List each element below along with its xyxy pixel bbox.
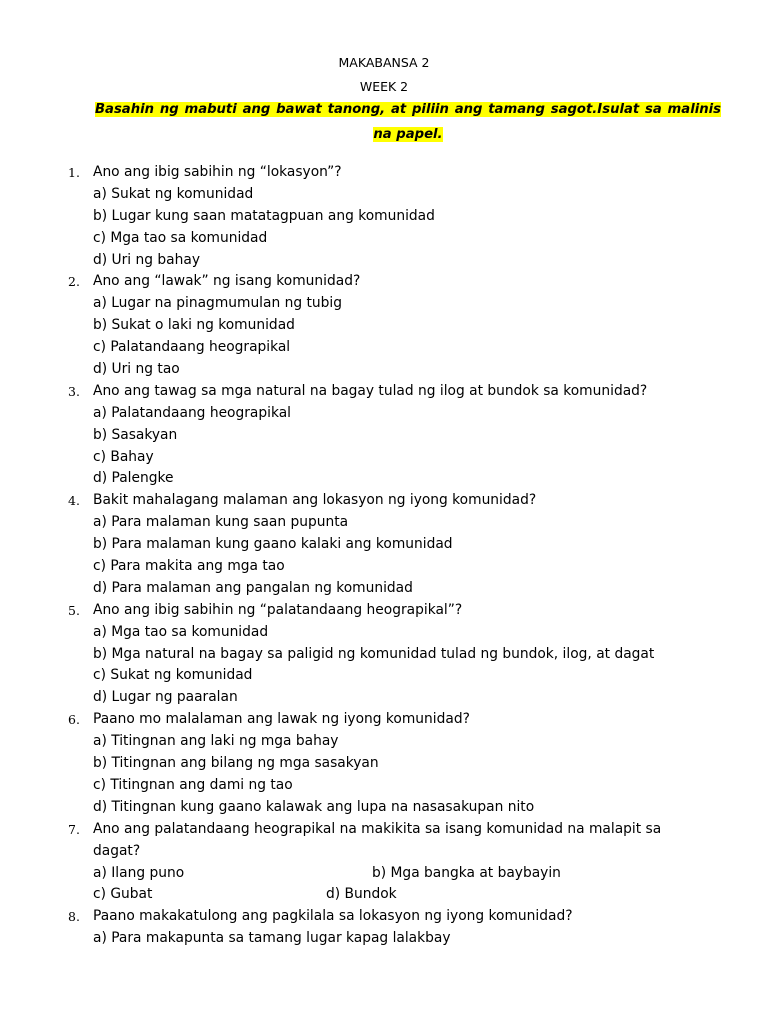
question-number: 2. xyxy=(68,274,80,290)
document-title: MAKABANSA 2 xyxy=(338,55,430,70)
choice-text: a) Mga tao sa komunidad xyxy=(93,623,269,640)
question-number: 5. xyxy=(68,602,80,618)
question-text: Ano ang “lawak” ng isang komunidad? xyxy=(93,273,361,290)
choice xyxy=(0,403,768,425)
question-6 xyxy=(0,709,768,731)
choice-text: b) Sukat o laki ng komunidad xyxy=(93,317,295,334)
question-text: Ano ang ibig sabihin ng “palatandaang heograpikal”? xyxy=(93,601,463,618)
choice-text: b) Titingnan ang bilang ng mga sasakyan xyxy=(93,755,379,772)
question-4 xyxy=(0,490,768,512)
choice-text: a) Ilang puno xyxy=(93,864,185,881)
question-text: Bakit mahalagang malaman ang lokasyon ng iyong komunidad? xyxy=(93,492,537,509)
choice xyxy=(0,556,768,578)
question-number: 3. xyxy=(68,383,80,399)
choice xyxy=(0,184,768,206)
choice xyxy=(0,753,768,775)
question-number: 1. xyxy=(68,165,80,180)
choice-text: c) Gubat xyxy=(93,886,153,903)
choice-text: c) Sukat ng komunidad xyxy=(93,667,253,684)
choice-text: c) Mga tao sa komunidad xyxy=(93,229,268,246)
question-1 xyxy=(0,162,768,184)
question-number: 6. xyxy=(68,712,80,728)
choice-text: c) Titingnan ang dami ng tao xyxy=(93,776,293,793)
choice-text: d) Bundok xyxy=(326,886,397,903)
choice-text: a) Para malaman kung saan pupunta xyxy=(93,514,349,531)
choice xyxy=(0,425,768,447)
choice-text: d) Titingnan kung gaano kalawak ang lupa na nasasakupan nito xyxy=(93,798,535,815)
choice xyxy=(0,665,768,687)
choice-text: c) Para makita ang mga tao xyxy=(93,558,285,575)
choice-text: d) Lugar ng paaralan xyxy=(93,689,238,706)
choice-text: c) Palatandaang heograpikal xyxy=(93,339,291,356)
choice xyxy=(0,622,768,644)
choice xyxy=(0,468,768,490)
choice xyxy=(0,293,768,315)
choice-text: d) Uri ng bahay xyxy=(93,251,200,268)
question-3 xyxy=(0,381,768,403)
choice xyxy=(0,731,768,753)
choice xyxy=(0,928,768,950)
choice xyxy=(0,578,768,600)
choice xyxy=(0,359,768,381)
choice xyxy=(0,775,768,797)
question-text: Paano mo malalaman ang lawak ng iyong komunidad? xyxy=(93,711,470,728)
choice-text: d) Uri ng tao xyxy=(93,361,180,378)
choice-row xyxy=(0,884,768,906)
choice-text: a) Sukat ng komunidad xyxy=(93,185,254,202)
question-7-continued xyxy=(0,841,768,863)
question-number: 7. xyxy=(68,821,80,837)
choice-text: b) Mga natural na bagay sa paligid ng komunidad tulad ng bundok, ilog, at dagat xyxy=(93,645,655,662)
week-label: WEEK 2 xyxy=(359,79,409,94)
choice-text: d) Palengke xyxy=(93,470,174,487)
question-text: dagat? xyxy=(93,842,141,859)
question-5 xyxy=(0,600,768,622)
question-text: Ano ang tawag sa mga natural na bagay tulad ng ilog at bundok sa komunidad? xyxy=(93,382,648,399)
choice-text: b) Para malaman kung gaano kalaki ang komunidad xyxy=(93,536,453,553)
choice xyxy=(0,534,768,556)
question-number: 8. xyxy=(68,909,80,925)
choice xyxy=(0,644,768,666)
question-text: Paano makakatulong ang pagkilala sa lokasyon ng iyong komunidad? xyxy=(93,908,573,925)
choice-text: b) Sasakyan xyxy=(93,426,178,443)
question-list xyxy=(0,162,768,950)
choice xyxy=(0,447,768,469)
choice-text: a) Titingnan ang laki ng mga bahay xyxy=(93,733,339,750)
choice-text: b) Lugar kung saan matatagpuan ang komunidad xyxy=(93,207,435,224)
choice-text: d) Para malaman ang pangalan ng komunidad xyxy=(93,579,413,596)
instructions-highlight: Basahin ng mabuti ang bawat tanong, at piliin ang tamang sagot.Isulat sa malinis na papel. xyxy=(95,102,721,142)
choice xyxy=(0,337,768,359)
choice xyxy=(0,250,768,272)
question-8 xyxy=(0,906,768,928)
choice-text: c) Bahay xyxy=(93,448,154,465)
choice xyxy=(0,206,768,228)
question-7 xyxy=(0,819,768,841)
instructions xyxy=(95,97,721,147)
choice-row xyxy=(0,863,768,885)
choice xyxy=(0,228,768,250)
choice xyxy=(0,797,768,819)
choice xyxy=(0,512,768,534)
choice-text: a) Lugar na pinagmumulan ng tubig xyxy=(93,295,342,312)
choice xyxy=(0,687,768,709)
question-text: Ano ang palatandaang heograpikal na makikita sa isang komunidad na malapit sa xyxy=(93,820,662,837)
question-2 xyxy=(0,271,768,293)
choice-text: b) Mga bangka at baybayin xyxy=(372,864,561,881)
choice xyxy=(0,315,768,337)
choice-text: a) Para makapunta sa tamang lugar kapag lalakbay xyxy=(93,930,451,947)
question-text: Ano ang ibig sabihin ng “lokasyon”? xyxy=(93,164,342,180)
choice-text: a) Palatandaang heograpikal xyxy=(93,404,292,421)
question-number: 4. xyxy=(68,493,80,509)
